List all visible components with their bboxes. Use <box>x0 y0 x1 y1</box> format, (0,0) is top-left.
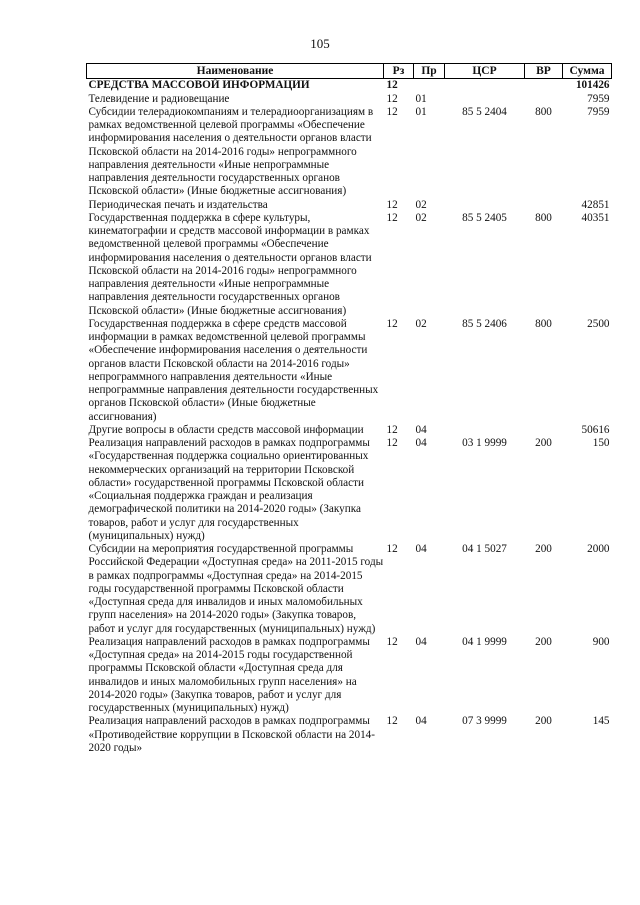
row-rz: 12 <box>386 198 398 211</box>
row-csr: 03 1 9999 <box>462 437 507 449</box>
row-pr: 01 <box>415 105 427 118</box>
table-row <box>87 212 612 318</box>
row-sum: 101426 <box>575 79 610 92</box>
row-rz: 12 <box>386 79 398 92</box>
row-rz: 12 <box>386 437 398 449</box>
row-name: Субсидии телерадиокомпаниям и телерадиоорганизациям в рамках ведомственной целевой программы «Обеспечение информирования населения о деятельности органов власти Псковской области на 2014-2016 годы» непрограммного направления деятельности «Иные непрограммные направления деятельности государственных органов Псковской области» (Иные бюджетные ассигнования) <box>88 105 374 198</box>
row-csr <box>445 79 525 93</box>
row-sum: 2000 <box>587 543 610 555</box>
table-row <box>87 636 612 716</box>
row-vr: 200 <box>535 437 552 449</box>
row-name: Субсидии на мероприятия государственной программы Российской Федерации «Доступная среда» на 2011-2015 годы в рамках подпрограммы «Доступная среда» на 2014-2015 годы государственной программы Псковской области «Доступная среда для инвалидов и иных маломобильных групп населения» на 2014-2020 годы» (Закупка товаров, работ и услуг для государственных (муниципальных) нужд) <box>88 543 384 635</box>
row-rz: 12 <box>386 211 398 224</box>
table-row <box>87 106 612 199</box>
row-name: Государственная поддержка в сфере культуры, кинематографии и средств массовой информации в рамках ведомственной целевой программы «Обеспечение информирования населения о деятельности органов власти Псковской области на 2014-2016 годы» непрограммного направления деятельности «Иные непрограммные направления деятельности государственных органов Псковской области» (Иные бюджетные ассигнования) <box>88 211 372 317</box>
row-vr <box>525 93 563 106</box>
table-row <box>87 79 612 93</box>
row-sum: 42851 <box>581 198 610 211</box>
row-sum: 50616 <box>581 423 610 436</box>
header-csr: ЦСР <box>445 64 525 79</box>
header-sum: Сумма <box>563 64 612 79</box>
header-rz: Рз <box>384 64 414 79</box>
row-csr <box>445 424 525 437</box>
row-sum: 900 <box>592 635 610 648</box>
table-row <box>87 437 612 543</box>
row-csr: 85 5 2406 <box>462 317 507 330</box>
row-vr: 200 <box>535 715 552 728</box>
row-pr: 04 <box>415 715 427 728</box>
table-header-row <box>87 64 612 79</box>
header-vr: ВР <box>525 64 563 79</box>
row-rz: 12 <box>386 715 398 728</box>
budget-table <box>86 63 612 755</box>
row-name: Реализация направлений расходов в рамках подпрограммы «Доступная среда» на 2014-2015 годы государственной программы Псковской области «Доступная среда для инвалидов и иных маломобильных групп населения» на 2014-2020 годы» (Закупка товаров, работ и услуг для государственных (муниципальных) нужд) <box>88 635 370 714</box>
table-row <box>87 543 612 636</box>
row-name: Другие вопросы в области средств массовой информации <box>88 423 364 436</box>
row-sum: 145 <box>592 715 610 728</box>
row-pr: 04 <box>415 423 427 436</box>
row-pr: 04 <box>415 437 427 449</box>
row-vr: 200 <box>535 543 552 555</box>
row-vr: 800 <box>535 317 552 330</box>
header-name: Наименование <box>87 64 384 79</box>
row-name: Периодическая печать и издательства <box>88 198 268 211</box>
table-row <box>87 199 612 212</box>
row-sum: 2500 <box>587 317 610 330</box>
row-csr: 04 1 9999 <box>462 635 507 648</box>
row-name: Телевидение и радиовещание <box>88 92 230 105</box>
row-rz: 12 <box>386 92 398 105</box>
table-row <box>87 715 612 755</box>
row-csr: 07 3 9999 <box>462 715 507 728</box>
page-number: 105 <box>310 36 330 51</box>
row-csr: 85 5 2404 <box>462 105 507 118</box>
row-csr <box>445 199 525 212</box>
row-rz: 12 <box>386 105 398 118</box>
row-rz: 12 <box>386 543 398 555</box>
row-csr: 85 5 2405 <box>462 211 507 224</box>
table-row <box>87 93 612 106</box>
row-vr: 200 <box>535 635 552 648</box>
row-vr: 800 <box>535 211 552 224</box>
row-sum: 150 <box>592 437 610 449</box>
row-rz: 12 <box>386 423 398 436</box>
row-rz: 12 <box>386 635 398 648</box>
row-name: Реализация направлений расходов в рамках подпрограммы «Государственная поддержка социально ориентированных некоммерческих организаций на территории Псковской области» государственной программы Псковской области «Социальная поддержка граждан и реализация демографической политики на 2014-2020 годы» (Закупка товаров, работ и услуг для государственных (муниципальных) нужд) <box>88 437 370 542</box>
header-pr: Пр <box>414 64 445 79</box>
row-csr: 04 1 5027 <box>462 543 507 555</box>
table-row <box>87 318 612 424</box>
row-name: СРЕДСТВА МАССОВОЙ ИНФОРМАЦИИ <box>88 79 310 92</box>
row-pr: 01 <box>415 92 427 105</box>
row-name: Государственная поддержка в сфере средств массовой информации в рамках ведомственной целевой программы «Обеспечение информирования населения о деятельности органов власти Псковской области на 2014-2016 годы» непрограммного направления деятельности «Иные непрограммные направления деятельности государственных органов Псковской области» (Иные бюджетные ассигнования) <box>88 317 379 423</box>
row-name: Реализация направлений расходов в рамках подпрограммы «Противодействие коррупции в Псковской области на 2014-2020 годы» <box>88 715 375 754</box>
row-vr <box>525 199 563 212</box>
row-sum: 7959 <box>587 92 610 105</box>
row-vr: 800 <box>535 105 552 118</box>
row-pr: 02 <box>415 198 427 211</box>
row-pr: 02 <box>415 211 427 224</box>
row-csr <box>445 93 525 106</box>
row-pr: 04 <box>415 635 427 648</box>
row-pr: 04 <box>415 543 427 555</box>
row-pr: 02 <box>415 317 427 330</box>
row-sum: 40351 <box>581 211 610 224</box>
row-rz: 12 <box>386 317 398 330</box>
table-row <box>87 424 612 437</box>
row-vr <box>525 79 563 93</box>
row-pr <box>414 79 445 93</box>
row-vr <box>525 424 563 437</box>
row-sum: 7959 <box>587 105 610 118</box>
